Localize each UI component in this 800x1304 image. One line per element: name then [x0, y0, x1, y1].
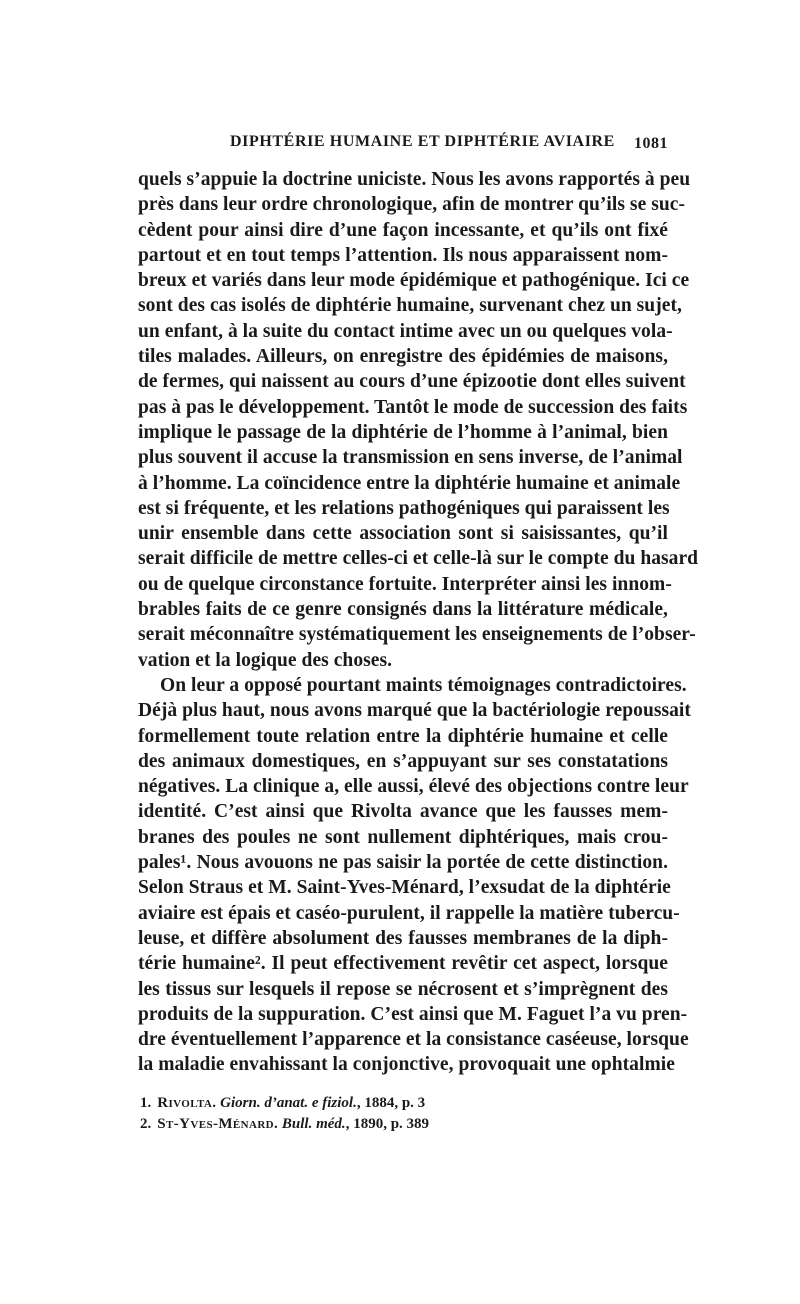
footnote [140, 1093, 660, 1114]
text-line: branes des poules ne sont nullement diphtériques, mais crou- [138, 826, 668, 848]
text-line: aviaire est épais et caséo-purulent, il rappelle la matière tubercu- [138, 902, 680, 924]
text-line: sont des cas isolés de diphtérie humaine, survenant chez un sujet, [138, 295, 682, 317]
text-line: serait difficile de mettre celles-ci et celle-là sur le compte du hasard [138, 548, 699, 570]
text-line: identité. C’est ainsi que Rivolta avance que les fausses mem- [138, 801, 668, 823]
running-title: DIPHTÉRIE HUMAINE ET DIPHTÉRIE AVIAIRE [230, 133, 615, 150]
text-line: unir ensemble dans cette association sont si saisissantes, qu’il [138, 523, 668, 545]
footnote-number: 1. [140, 1095, 152, 1111]
text-line: Selon Straus et M. Saint-Yves-Ménard, l’exsudat de la diphtérie [138, 877, 671, 899]
text-line: la maladie envahissant la conjonctive, provoquait une ophtalmie [138, 1054, 675, 1076]
text-line: formellement toute relation entre la diphtérie humaine et celle [138, 725, 668, 747]
page-number: 1081 [634, 135, 668, 152]
body-text [138, 167, 699, 1078]
text-line: négatives. La clinique a, elle aussi, élevé des objections contre leur [138, 776, 689, 798]
footnote-author: Rivolta. [157, 1095, 217, 1111]
text-line: On leur a opposé pourtant maints témoignages contradictoires. [160, 674, 687, 696]
text-line: implique le passage de la diphtérie de l’homme à l’animal, bien [138, 421, 668, 443]
text-line: pales¹. Nous avouons ne pas saisir la portée de cette distinction. [138, 852, 668, 874]
footnote-number: 2. [140, 1116, 152, 1132]
text-line: un enfant, à la suite du contact intime avec un ou quelques vola- [138, 320, 673, 342]
text-line: près dans leur ordre chronologique, afin de montrer qu’ils se suc- [138, 194, 685, 216]
text-line: vation et la logique des choses. [138, 649, 393, 671]
text-line: cèdent pour ainsi dire d’une façon incessante, et qu’ils ont fixé [138, 219, 668, 241]
text-line: est si fréquente, et les relations pathogéniques qui paraissent les [138, 497, 670, 519]
text-line: à l’homme. La coïncidence entre la diphtérie humaine et animale [138, 472, 681, 494]
footnote-author: St-Yves-Ménard. [157, 1116, 279, 1132]
text-line: les tissus sur lesquels il repose se nécrosent et s’imprègnent des [138, 978, 668, 1000]
text-line: des animaux domestiques, en s’appuyant sur ses constatations [138, 750, 668, 772]
footnote-citation: , 1890, p. 389 [345, 1116, 430, 1132]
running-head [138, 133, 668, 157]
text-line: plus souvent il accuse la transmission en sens inverse, de l’animal [138, 447, 683, 469]
text-line: ou de quelque circonstance fortuite. Interpréter ainsi les innom- [138, 573, 672, 595]
text-line: pas à pas le développement. Tantôt le mode de succession des faits [138, 396, 688, 418]
footnotes [140, 1093, 660, 1135]
footnote [140, 1114, 660, 1135]
footnote-title: Giorn. d’anat. e fiziol. [220, 1095, 357, 1111]
text-line: leuse, et diffère absolument des fausses membranes de la diph- [138, 927, 668, 949]
text-line: dre éventuellement l’apparence et la consistance caséeuse, lorsque [138, 1029, 689, 1051]
footnote-citation: , 1884, p. 3 [356, 1095, 426, 1111]
text-line: produits de la suppuration. C’est ainsi que M. Faguet l’a vu pren- [138, 1003, 688, 1025]
footnote-title: Bull. méd. [281, 1116, 346, 1132]
text-line: partout et en tout temps l’attention. Ils nous apparaissent nom- [138, 244, 668, 266]
text-line: serait méconnaître systématiquement les enseignements de l’obser- [138, 624, 696, 646]
text-line: Déjà plus haut, nous avons marqué que la bactériologie repoussait [138, 700, 691, 722]
text-line: tiles malades. Ailleurs, on enregistre des épidémies de maisons, [138, 346, 668, 368]
text-line: brables faits de ce genre consignés dans la littérature médicale, [138, 599, 668, 621]
text-line: breux et variés dans leur mode épidémique et pathogénique. Ici ce [138, 270, 690, 292]
text-line: térie humaine². Il peut effectivement revêtir cet aspect, lorsque [138, 953, 668, 975]
text-line: quels s’appuie la doctrine uniciste. Nous les avons rapportés à peu [138, 169, 691, 190]
text-line: de fermes, qui naissent au cours d’une épizootie dont elles suivent [138, 371, 686, 393]
